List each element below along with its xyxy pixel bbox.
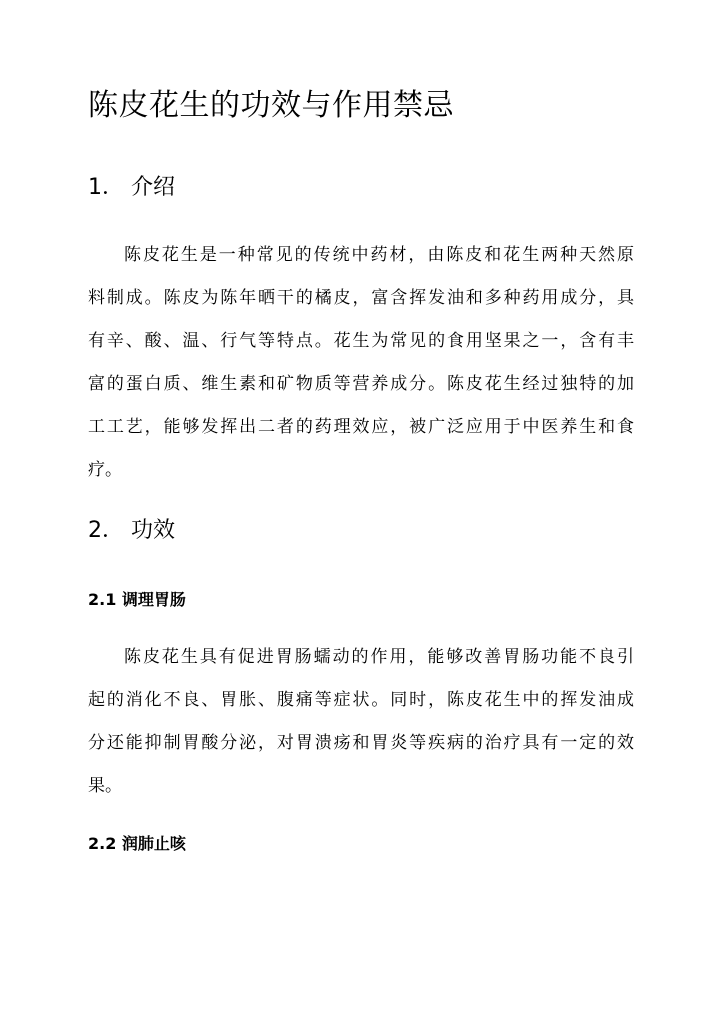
paragraph-line: 果。 [88,776,122,796]
paragraph-line: 工工艺，能够发挥出二者的药理效应，被广泛应用于中医养生和食 [88,417,634,437]
document-title: 陈皮花生的功效与作用禁忌 [88,88,454,123]
paragraph-line: 分还能抑制胃酸分泌，对胃溃疡和胃炎等疾病的治疗具有一定的效 [88,733,634,753]
paragraph-line: 富的蛋白质、维生素和矿物质等营养成分。陈皮花生经过独特的加 [88,374,634,394]
section-heading-effects: 2． 功效 [88,518,175,543]
paragraph-line: 陈皮花生是一种常见的传统中药材，由陈皮和花生两种天然原 [124,245,634,265]
paragraph-line: 起的消化不良、胃胀、腹痛等症状。同时，陈皮花生中的挥发油成 [88,690,634,710]
stomach-paragraph [88,636,634,808]
subsection-heading-lung: 2.2 润肺止咳 [88,834,186,853]
paragraph-line: 疗。 [88,460,122,480]
subsection-heading-stomach: 2.1 调理胃肠 [88,590,186,609]
intro-paragraph [88,234,634,492]
paragraph-line: 陈皮花生具有促进胃肠蠕动的作用，能够改善胃肠功能不良引 [124,647,634,667]
paragraph-line: 有辛、酸、温、行气等特点。花生为常见的食用坚果之一，含有丰 [88,331,634,351]
section-heading-intro: 1． 介绍 [88,175,175,200]
paragraph-line: 料制成。陈皮为陈年晒干的橘皮，富含挥发油和多种药用成分，具 [88,288,634,308]
